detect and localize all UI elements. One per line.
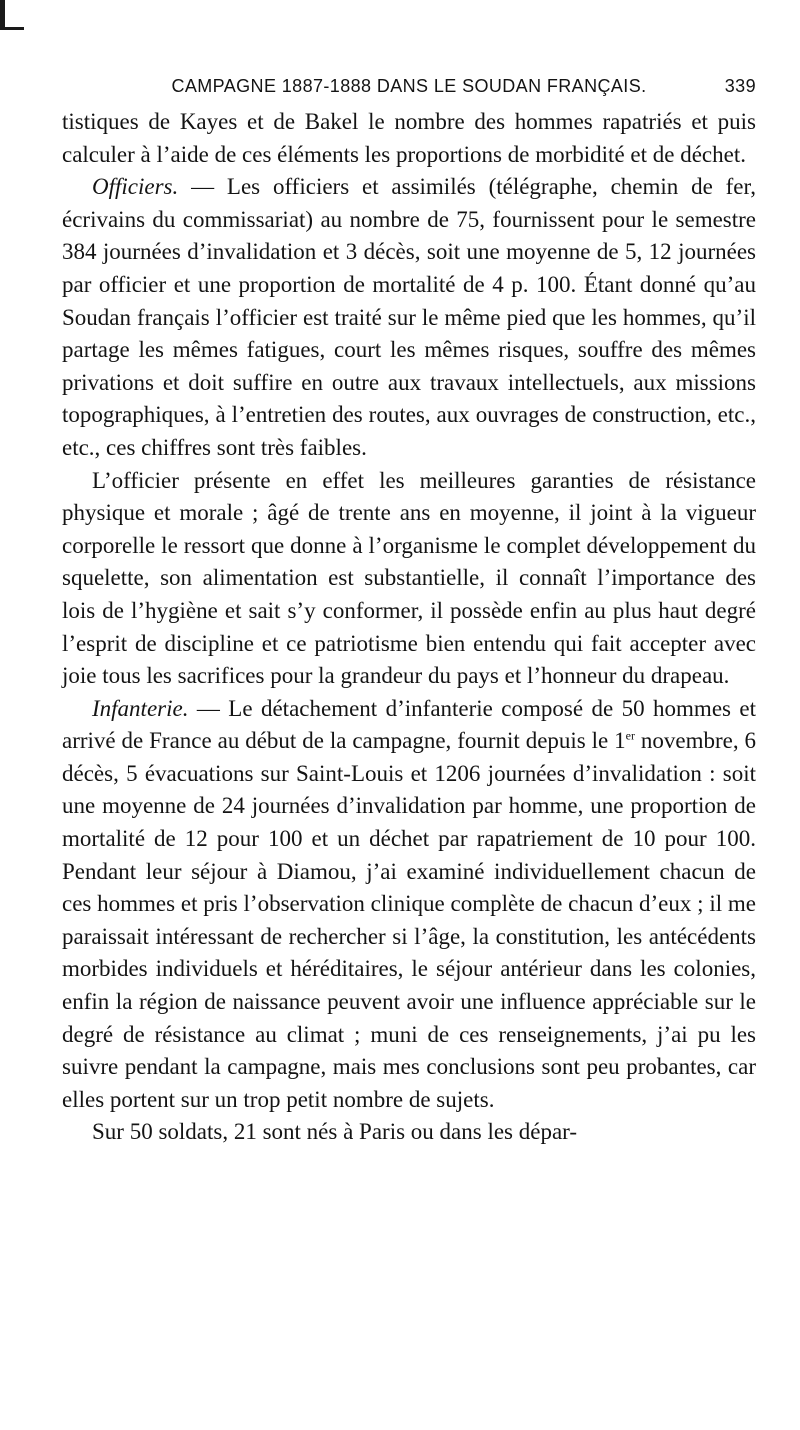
paragraph-text: Sur 50 soldats, 21 sont nés à Paris ou dans les dépar- [92, 1119, 578, 1145]
section-lead-officiers: Officiers. [92, 174, 179, 200]
ordinal-superscript: er [625, 728, 635, 743]
section-lead-infanterie: Infanterie. [92, 695, 189, 721]
paragraph-text: tistiques de Kayes et de Bakel le nombre des hommes rapatriés et puis calculer à l’aide de ces éléments les proportions de morbidité et de déchet. [62, 109, 756, 167]
paragraph-officiers [62, 171, 756, 464]
body-text [62, 106, 756, 1149]
paragraph-text: — Le détachement d’infanterie composé de 50 hommes et arrivé de France au début de la campagne, fournit depuis le 1 [62, 695, 756, 754]
page-number: 339 [724, 76, 756, 96]
book-page [62, 70, 756, 1149]
paragraph-text: L’officier présente en effet les meilleures garanties de résistance physique et morale ; âgé de trente ans en moyenne, il joint à la vigueur corporelle le ressort que donne à l’organisme le complet développement du squelette, son alimentation est substantielle, il connaît l’importance des lois de l’hygiène et sait s’y conformer, il possède enfin au plus haut degré l’esprit de discipline et ce patriotisme bien entendu qui fait accepter avec joie tous les sacrifices pour la grandeur du pays et l’honneur du drapeau. [62, 467, 756, 689]
paragraph-text: novembre, 6 décès, 5 évacuations sur Saint-Louis et 1206 journées d’invalidation : soit une moyenne de 24 journées d’invalidation par homme, une proportion de mortalité de 12 pour 100 et un déchet par rapatriement de 10 pour 100. Pendant leur séjour à Diamou, j’ai examiné individuellement chacun de ces hommes et pris l’observation clinique complète de chacun d’eux ; il me paraissait intéressant de rechercher si l’âge, la constitution, les antécédents morbides individuels et héréditaires, le séjour antérieur dans les colonies, enfin la région de naissance peuvent avoir une influence appréciable sur le degré de résistance au climat ; muni de ces renseignements, j’ai pu les suivre pendant la campagne, mais mes conclusions sont peu probantes, car elles portent sur un trop petit nombre de sujets. [62, 728, 757, 1112]
scan-edge-mark [0, 0, 5, 30]
paragraph-text: — Les officiers et assimilés (télégraphe, chemin de fer, écrivains du commissariat) au nombre de 75, fournissent pour le semestre 384 journées d’invalidation et 3 décès, soit une moyenne de 5, 12 journées par officier et une proportion de mortalité de 4 p. 100. Étant donné qu’au Soudan français l’officier est traité sur le même pied que les hommes, qu’il partage les mêmes fatigues, court les mêmes risques, souffre des mêmes privations et doit suffire en outre aux travaux intellectuels, aux missions topographiques, à l’entretien des routes, aux ouvrages de construction, etc., etc., ces chiffres sont très faibles. [62, 174, 756, 460]
scan-edge-mark-horizontal [0, 27, 24, 30]
running-head [62, 70, 756, 106]
running-title: CAMPAGNE 1887-1888 DANS LE SOUDAN FRANÇAIS. [171, 76, 647, 96]
paragraph-infanterie [62, 693, 756, 1117]
paragraph-continuation [62, 106, 756, 171]
paragraph-soldats [62, 1116, 756, 1149]
paragraph-officier-resistance [62, 465, 756, 693]
